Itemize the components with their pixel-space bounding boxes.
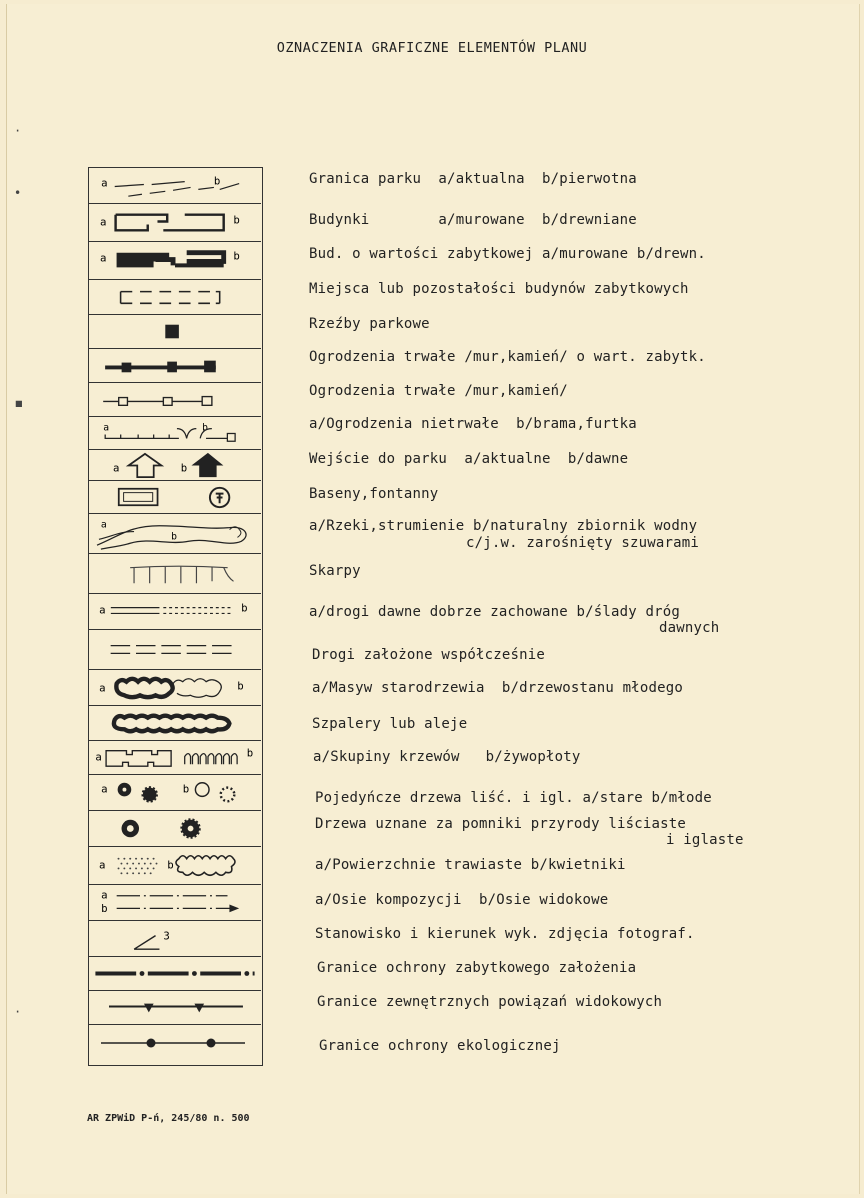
symbol-cell-heritage-boundary (89, 957, 261, 991)
legend-label-heritage-boundary: Granice ochrony zabytkowego założenia (317, 960, 637, 976)
symbol-cell-building-remains (89, 280, 261, 315)
legend-label-axes: a/Osie kompozycji b/Osie widokowe (315, 892, 609, 908)
legend-label-historic-buildings: Bud. o wartości zabytkowej a/murowane b/drewn. (309, 246, 706, 262)
legend-label-buildings: Budynki a/murowane b/drewniane (309, 212, 637, 228)
margin-mark: · (14, 124, 22, 138)
symbol-cell-temporary-fence (89, 417, 261, 450)
symbol-mark-b: b (233, 249, 240, 263)
legend-label-modern-roads: Drogi założone współcześnie (312, 647, 545, 663)
symbol-cell-park-entrance (89, 450, 261, 481)
symbol-cell-single-trees (89, 775, 261, 811)
symbol-mark-number: 3 (163, 929, 170, 943)
legend-label-tree-stands: a/Masyw starodrzewia b/drzewostanu młodego (312, 680, 684, 696)
symbol-cell-axes (89, 885, 261, 921)
margin-mark: ▪ (14, 393, 24, 412)
symbol-mark-b: b (213, 174, 221, 188)
symbol-cell-view-boundary (89, 991, 261, 1025)
symbol-mark-b: b (180, 461, 188, 475)
legend-label-view-boundary: Granice zewnętrznych powiązań widokowych (317, 994, 663, 1010)
symbol-mark-a: a (101, 176, 108, 190)
symbol-mark-b: b (182, 782, 190, 796)
symbol-cell-park-boundary (89, 168, 261, 204)
legend-label-nature-monuments-line2: i iglaste (666, 832, 744, 848)
legend-label-temporary-fence: a/Ogrodzenia nietrwałe b/brama,furtka (309, 416, 637, 432)
page-title: OZNACZENIA GRAFICZNE ELEMENTÓW PLANU (276, 40, 588, 56)
symbol-mark-b: b (246, 746, 254, 760)
legend-label-building-remains: Miejsca lub pozostałości budynów zabytkowych (309, 281, 689, 297)
symbol-cell-historic-fence (89, 349, 261, 383)
symbol-mark-b: b (171, 531, 177, 543)
symbol-cell-park-sculptures (89, 315, 261, 349)
symbol-mark-a: a (101, 888, 108, 902)
symbol-cell-modern-roads (89, 630, 261, 670)
legend-label-nature-monuments: Drzewa uznane za pomniki przyrody liściaste (315, 816, 687, 832)
symbol-cell-rivers-ponds (89, 514, 261, 554)
symbol-mark-a: a (100, 251, 107, 265)
legend-label-ecological-boundary: Granice ochrony ekologicznej (319, 1038, 561, 1054)
legend-label-park-boundary: Granica parku a/aktualna b/pierwotna (309, 171, 637, 187)
margin-mark: · (14, 1005, 22, 1019)
legend-label-single-trees: Pojedyńcze drzewa liść. i igl. a/stare b/młode (315, 790, 712, 806)
symbol-mark-b: b (241, 601, 248, 615)
symbol-mark-a: a (103, 422, 110, 434)
symbol-mark-b: b (101, 902, 108, 916)
legend-label-tree-rows: Szpalery lub aleje (312, 716, 468, 732)
symbol-cell-grass-flowerbeds (89, 847, 261, 885)
symbol-mark-a: a (100, 215, 107, 229)
symbol-cell-old-roads (89, 594, 261, 630)
symbol-mark-a: a (99, 681, 106, 695)
symbol-cell-nature-monuments (89, 811, 261, 847)
symbol-cell-tree-rows (89, 706, 261, 741)
legend-label-grass-flowerbeds: a/Powierzchnie trawiaste b/kwietniki (315, 857, 626, 873)
symbol-cell-escarpments (89, 554, 261, 594)
legend-label-rivers-ponds-line2: c/j.w. zarośnięty szuwarami (466, 535, 699, 551)
symbol-mark-b: b (237, 679, 244, 693)
legend-label-old-roads-line2: dawnych (659, 620, 720, 636)
symbol-cell-photo-point (89, 921, 261, 957)
symbol-cell-permanent-fence (89, 383, 261, 417)
symbol-mark-a: a (99, 858, 106, 872)
symbol-mark-b: b (202, 422, 208, 434)
margin-mark: • (14, 186, 22, 200)
archive-stamp: AR ZPWiD P-ń, 245/80 n. 500 (87, 1113, 250, 1124)
symbol-mark-b: b (167, 858, 174, 872)
symbol-mark-a: a (101, 782, 108, 796)
symbol-mark-a: a (100, 519, 107, 531)
legend-label-permanent-fence: Ogrodzenia trwałe /mur,kamień/ (309, 383, 568, 399)
legend-label-park-sculptures: Rzeźby parkowe (309, 316, 430, 332)
symbol-mark-a: a (99, 603, 106, 617)
legend-label-escarpments: Skarpy (309, 563, 361, 579)
symbol-cell-buildings (89, 204, 261, 242)
symbol-mark-b: b (233, 213, 240, 227)
symbol-cell-tree-stands (89, 670, 261, 706)
legend-label-shrubs-hedges: a/Skupiny krzewów b/żywopłoty (313, 749, 581, 765)
legend-table (88, 167, 263, 1066)
symbol-cell-shrubs-hedges (89, 741, 261, 775)
legend-label-park-entrance: Wejście do parku a/aktualne b/dawne (309, 451, 629, 467)
legend-label-rivers-ponds: a/Rzeki,strumienie b/naturalny zbiornik wodny (309, 518, 698, 534)
symbol-cell-ecological-boundary (89, 1025, 261, 1065)
symbol-cell-historic-buildings (89, 242, 261, 280)
symbol-mark-a: a (113, 461, 120, 475)
legend-label-photo-point: Stanowisko i kierunek wyk. zdjęcia fotograf. (315, 926, 695, 942)
legend-label-historic-fence: Ogrodzenia trwałe /mur,kamień/ o wart. zabytk. (309, 349, 706, 365)
legend-label-old-roads: a/drogi dawne dobrze zachowane b/ślady dróg (309, 604, 681, 620)
symbol-cell-pools-fountains (89, 481, 261, 514)
symbol-mark-a: a (95, 750, 102, 764)
legend-label-pools-fountains: Baseny,fontanny (309, 486, 439, 502)
